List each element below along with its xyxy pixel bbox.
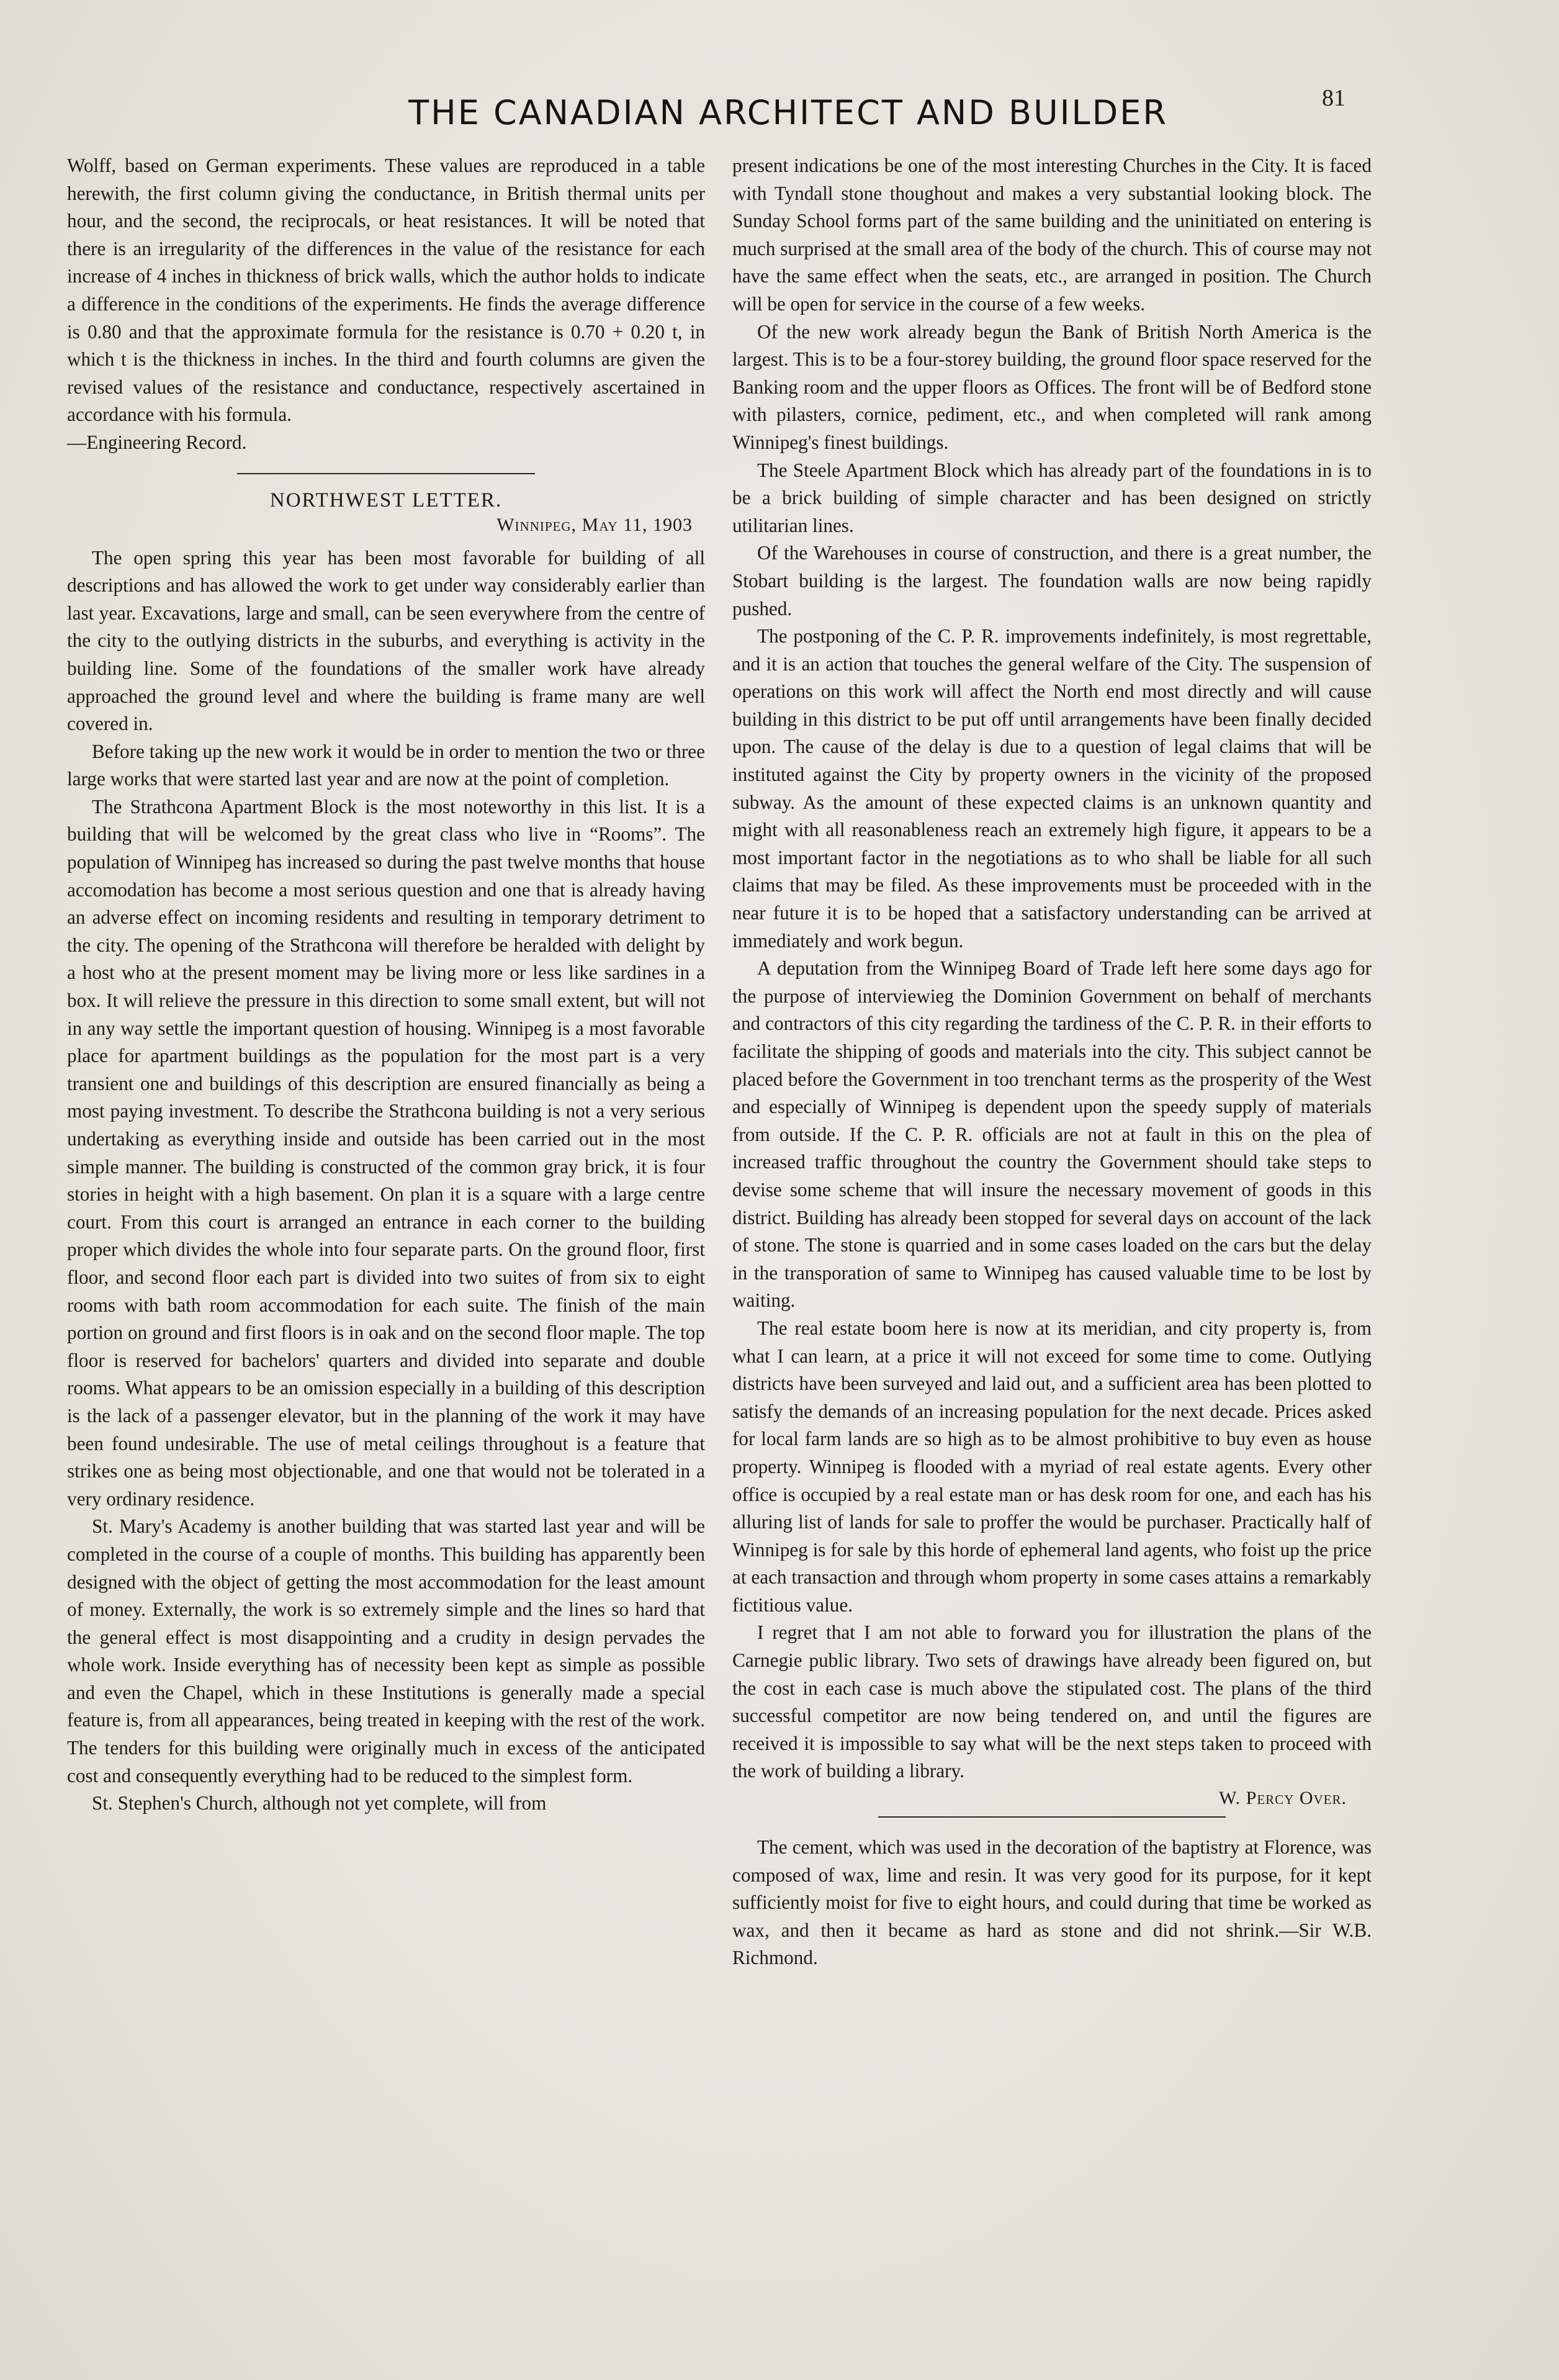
paragraph: The real estate boom here is now at its meridian, and city property is, from what I can learn, at a price it will not exceed for some time to come. Outlying districts have been surveyed and laid out, and a sufficient area has been plotted to satisfy the demands of an increasing population for the next decade. Prices asked for local farm lands are so high as to be almost prohibitive to buy even as house property. Winnipeg is flooded with a myriad of real estate agents. Every other office is occupied by a real estate man or has desk room for one, and each has his alluring list of lands for sale to proffer the would be purchaser. Practically half of Winnipeg is for sale by this horde of ephemeral land agents, who foist up the price at each transaction and through whom property in some cases attains a remarkably fictitious value. [732,1317,1372,1616]
paragraph: A deputation from the Winnipeg Board of Trade left here some days ago for the purpose of interviewieg the Dominion Government on behalf of merchants and contractors of this city regarding the tardiness of the C. P. R. in their efforts to facilitate the shipping of goods and materials into the city. This subject cannot be placed before the Government in too trenchant terms as the prosperity of the West and especially of Winnipeg is dependent upon the speedy supply of materials from outside. If the C. P. R. officials are not at fault in this on the plea of increased traffic throughout the country the Government should take steps to devise some scheme that will insure the necessary movement of goods in this district. Building has already been stopped for several days on account of the lack of stone. The stone is quarried and in some cases loaded on the cars but the delay in the transporation of same to Winnipeg has caused valuable time to be lost by waiting. [732,957,1372,1312]
paragraph: St. Stephen's Church, although not yet complete, will from [92,1792,547,1814]
paragraph: The Steele Apartment Block which has already part of the foundations in is to be a brick building of simple character and has been designed on strictly utilitarian lines. [732,459,1372,536]
lead-paragraph: Wolff, based on German experiments. These values are reproduced in a table herewith, the first column giving the conductance, in British thermal units per hour, and the second, the reciprocals, or heat resistances. It will be noted that there is an irregularity of the differences in the value of the resistance for each increase of 4 inches in thickness of brick walls, which the author holds to indicate a difference in the conditions of the experiments. He finds the average difference is 0.80 and that the approximate formula for the resistance is 0.70 + 0.20 t, in which t is the thickness in inches. In the third and fourth columns are given the revised values of the resistance and conductance, respectively ascertained in accordance with his formula. [67,155,705,426]
section-divider [237,473,535,474]
right-column [732,152,1372,1972]
author-signature: W. Percy Over. [1219,1788,1347,1809]
paragraph: St. Mary's Academy is another building that was started last year and will be completed in the course of a couple of months. This building has apparently been designed with the object of getting the most accommodation for the least amount of money. Externally, the work is so extremely simple and the lines so hard that the general effect is most disappointing and a crudity in design pervades the whole work. Inside everything has of necessity been kept as simple as possible and even the Chapel, which in these Institutions is generally made a special feature is, from all appearances, being treated in keeping with the rest of the work. The tenders for this building were originally much in excess of the anticipated cost and consequently everything had to be reduced to the simplest form. [67,1515,705,1787]
letter-heading: NORTHWEST LETTER. [269,489,503,512]
lead-source: —Engineering Record. [67,431,247,453]
paragraph: The Strathcona Apartment Block is the most noteworthy in this list. It is a building that will be welcomed by the great class who live in “Rooms”. The population of Winnipeg has increased so during the past twelve months that house accomodation has become a most serious question and one that is already having an adverse effect on incoming residents and resulting in temporary detriment to the city. The opening of the Strathcona will therefore be heralded with delight by a host who at the present moment may be living more or less like sardines in a box. It will relieve the pressure in this direction to some small extent, but will not in any way settle the important question of housing. Winnipeg is a most favorable place for apartment buildings as the population for the most part is a very transient one and buildings of this description are ensured financially as being a most paying investment. To describe the Strathcona building is not a very serious undertaking as everything inside and outside has been carried out in the most simple manner. The building is constructed of the common gray brick, it is four stories in height with a high basement. On plan it is a square with a large centre court. From this court is arranged an entrance in each corner to the building proper which divides the whole into four separate parts. On the ground floor, first floor, and second floor each part is divided into two suites of from six to eight rooms with bath room accommodation for each suite. The finish of the main portion on ground and first floors is in oak and on the second floor maple. The top floor is reserved for bachelors' quarters and divided into separate and double rooms. What appears to be an omission especially in a building of this description is the lack of a passenger elevator, but in the planning of the work it may have been found undesirable. The use of metal ceilings throughout is a feature that strikes one as being most objectionable, and one that would not be tolerated in a very ordinary residence. [67,795,705,1510]
paragraph: present indications be one of the most interesting Churches in the City. It is faced with Tyndall stone thoughout and makes a very substantial looking block. The Sunday School forms part of the same building and the uninitiated on entering is much surprised at the small area of the body of the church. This of course may not have the same effect when the seats, etc., are arranged in position. The Church will be open for service in the course of a few weeks. [732,155,1372,315]
page-number: 81 [1322,85,1346,111]
paragraph: The postponing of the C. P. R. improvements indefinitely, is most regrettable, and it is an action that touches the general welfare of the City. The suspension of operations on this work will affect the North end most directly and will cause building in this district to be put off until arrangements have been finally decided upon. The cause of the delay is due to a question of legal claims that will be instituted against the City by property owners in the vicinity of the proposed subway. As the amount of these expected claims is an unknown quantity and might with all reasonableness reach an extremely high figure, it appears to be a most important factor in the negotiations as to who shall be liable for all such claims that may be filed. As these improvements must be proceeded with in the near future it is to be hoped that a satisfactory understanding can be arrived at immediately and work begun. [732,625,1372,952]
masthead-title: THE CANADIAN ARCHITECT AND BUILDER [408,93,1168,132]
dateline: Winnipeg, May 11, 1903 [496,514,693,535]
left-column [67,152,705,1818]
closing-note: The cement, which was used in the decoration of the baptistry at Florence, was composed of wax, lime and resin. It was very good for its purpose, for it kept sufficiently moist for five to eight hours, and could during that time be worked as wax, and then it became as hard as stone and did not shrink.—Sir W.B. Richmond. [732,1836,1372,1969]
paragraph: Before taking up the new work it would be in order to mention the two or three large works that were started last year and are now at the point of completion. [67,740,705,790]
paragraph: I regret that I am not able to forward you for illustration the plans of the Carnegie public library. Two sets of drawings have already been figured on, but the cost in each case is much above the stipulated cost. The plans of the third successful competitor are now being tendered on, and until the figures are received it is impossible to say what will be the next steps taken to proceed with the work of building a library. [732,1621,1372,1782]
paragraph: Of the new work already begun the Bank of British North America is the largest. This is to be a four-storey building, the ground floor space reserved for the Banking room and the upper floors as Offices. The front will be of Bedford stone with pilasters, cornice, pediment, etc., and when completed will rank among Winnipeg's finest buildings. [732,320,1372,453]
section-divider [878,1816,1226,1818]
paragraph: The open spring this year has been most favorable for building of all descriptions and has allowed the work to get under way considerably earlier than last year. Excavations, large and small, can be seen everywhere from the centre of the city to the outlying districts in the suburbs, and everything is activity in the building line. Some of the foundations of the smaller work have already approached the ground level and where the building is frame many are well covered in. [67,546,705,735]
paragraph: Of the Warehouses in course of construction, and there is a great number, the Stobart building is the largest. The foundation walls are now being rapidly pushed. [732,542,1372,620]
